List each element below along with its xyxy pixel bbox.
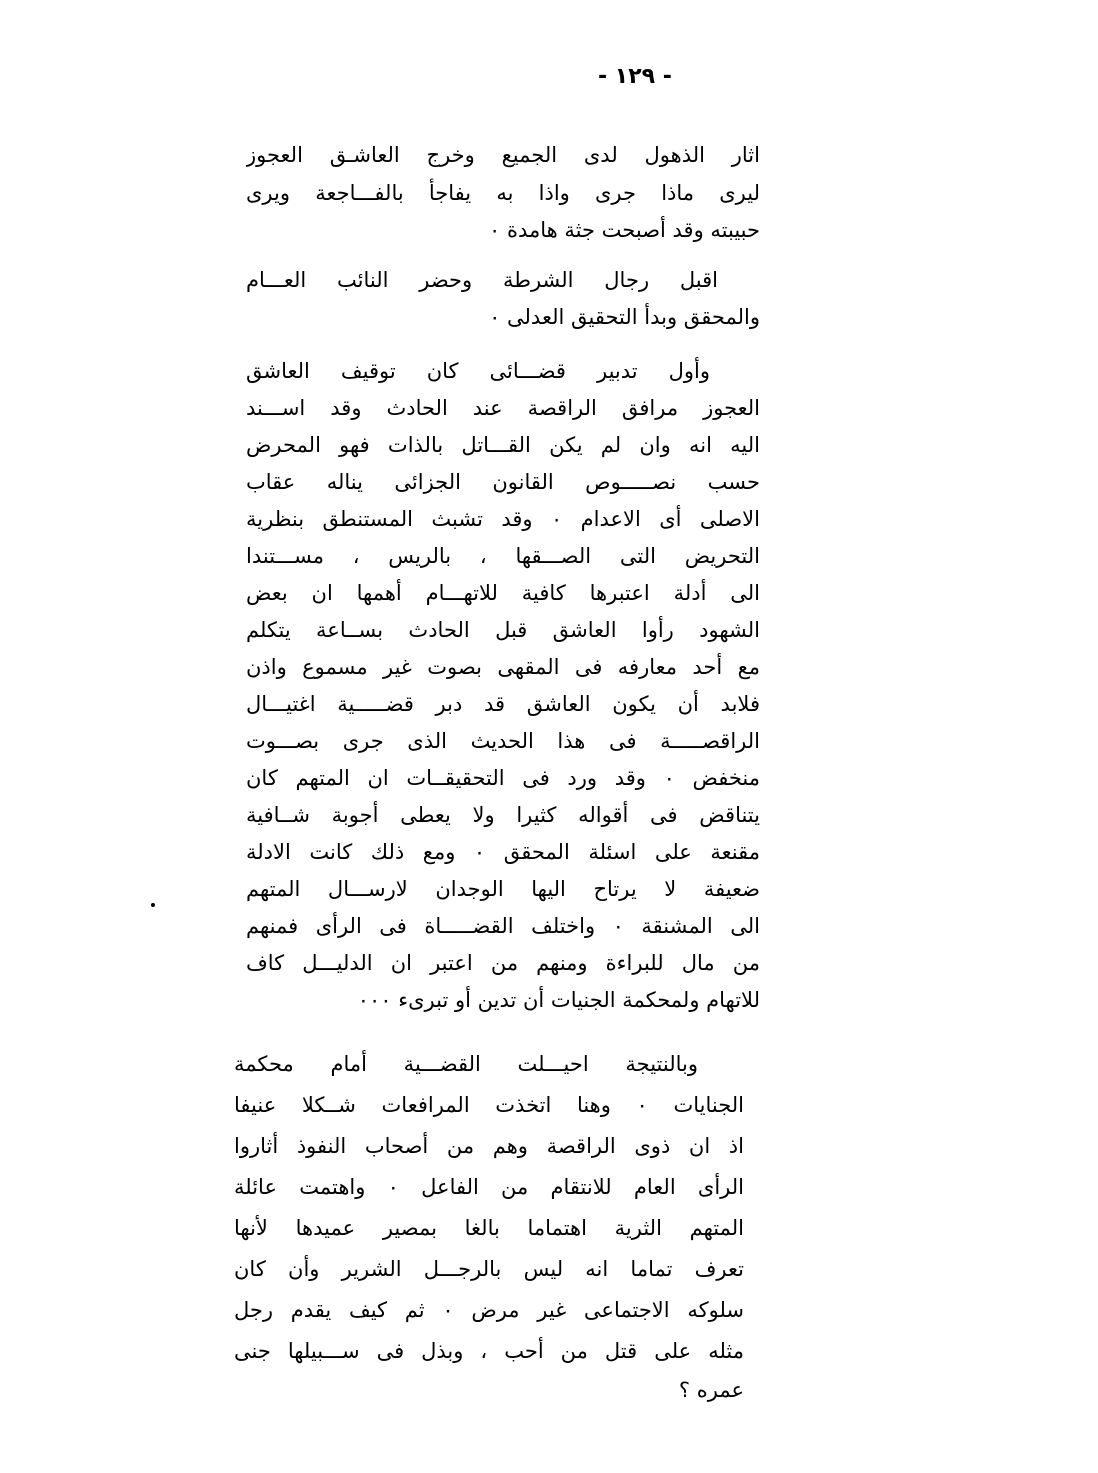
text-line: يتناقض فى أقواله كثيرا ولا يعطى أجوبة شــافية xyxy=(246,803,760,827)
text-line: ضعيفة لا يرتاح اليها الوجدان لارســـال المتهم xyxy=(246,877,760,901)
text-line: الجنايات ٠ وهنا اتخذت المرافعات شــكلا عنيفا xyxy=(234,1093,744,1117)
text-line: الراقصـــــة فى هذا الحديث الذى جرى بصـــوت xyxy=(246,729,760,753)
text-line: والمحقق وبدأ التحقيق العدلى ٠ xyxy=(489,305,760,329)
text-line: وبالنتيجة احيـــلت القضـــية أمام محكمة xyxy=(234,1052,698,1076)
text-line: المتهم الثرية اهتماما بالغا بمصير عميدها لأنها xyxy=(234,1216,744,1240)
text-line: حبيبته وقد أصبحت جثة هامدة ٠ xyxy=(489,218,760,242)
page-number: - ١٢٩ - xyxy=(598,64,672,89)
text-line: اليه انه وان لم يكن القـــاتل بالذات فهو المحرض xyxy=(246,433,760,457)
text-line: العجوز مرافق الراقصة عند الحادث وقد اســـند xyxy=(246,396,760,420)
scan-speck xyxy=(151,903,155,907)
text-line: الى أدلة اعتبرها كافية للاتهـــام أهمها ان بعض xyxy=(246,581,760,605)
text-line: تعرف تماما انه ليس بالرجـــل الشرير وأن كان xyxy=(234,1257,744,1281)
text-line: فلابد أن يكون العاشق قد دبر قضـــــية اغتيـــال xyxy=(246,692,760,716)
text-line: الشهود رأوا العاشق قبل الحادث بســاعة يتكلم xyxy=(246,618,760,642)
text-line: ليرى ماذا جرى واذا به يفاجأ بالفـــاجعة ويرى xyxy=(246,181,760,205)
text-line: منخفض ٠ وقد ورد فى التحقيقــات ان المتهم كان xyxy=(246,766,760,790)
text-line: مع أحد معارفه فى المقهى بصوت غير مسموع واذن xyxy=(246,655,760,679)
text-line: الرأى العام للانتقام من الفاعل ٠ واهتمت عائلة xyxy=(234,1175,744,1199)
text-line: مثله على قتل من أحب ، وبذل فى ســـبيلها جنى xyxy=(234,1339,744,1363)
text-line: الاصلى أى الاعدام ٠ وقد تشبث المستنطق بنظرية xyxy=(246,507,760,531)
text-line: التحريض التى الصـــقها ، بالريس ، مســـتندا xyxy=(246,544,760,568)
text-line: اثار الذهول لدى الجميع وخرج العاشـق العجوز xyxy=(246,143,760,167)
text-line: مقنعة على اسئلة المحقق ٠ ومع ذلك كانت الادلة xyxy=(246,840,760,864)
text-line: سلوكه الاجتماعى غير مرض ٠ ثم كيف يقدم رجل xyxy=(234,1298,744,1322)
text-line: عمره ؟ xyxy=(678,1378,744,1402)
text-line: اذ ان ذوى الراقصة وهم من أصحاب النفوذ أثاروا xyxy=(234,1134,744,1158)
text-line: الى المشنقة ٠ واختلف القضـــــاة فى الرأى فمنهم xyxy=(246,914,760,938)
text-line: وأول تدبير قضـــائى كان توقيف العاشق xyxy=(246,359,710,383)
text-line: حسب نصـــــوص القانون الجزائى يناله عقاب xyxy=(246,470,760,494)
text-line: من مال للبراءة ومنهم من اعتبر ان الدليـــل كاف xyxy=(246,951,760,975)
text-line: للاتهام ولمحكمة الجنيات أن تدين أو تبرىء ٠٠٠ xyxy=(357,988,760,1012)
text-line: اقبل رجال الشرطة وحضر النائب العـــام xyxy=(246,268,718,292)
